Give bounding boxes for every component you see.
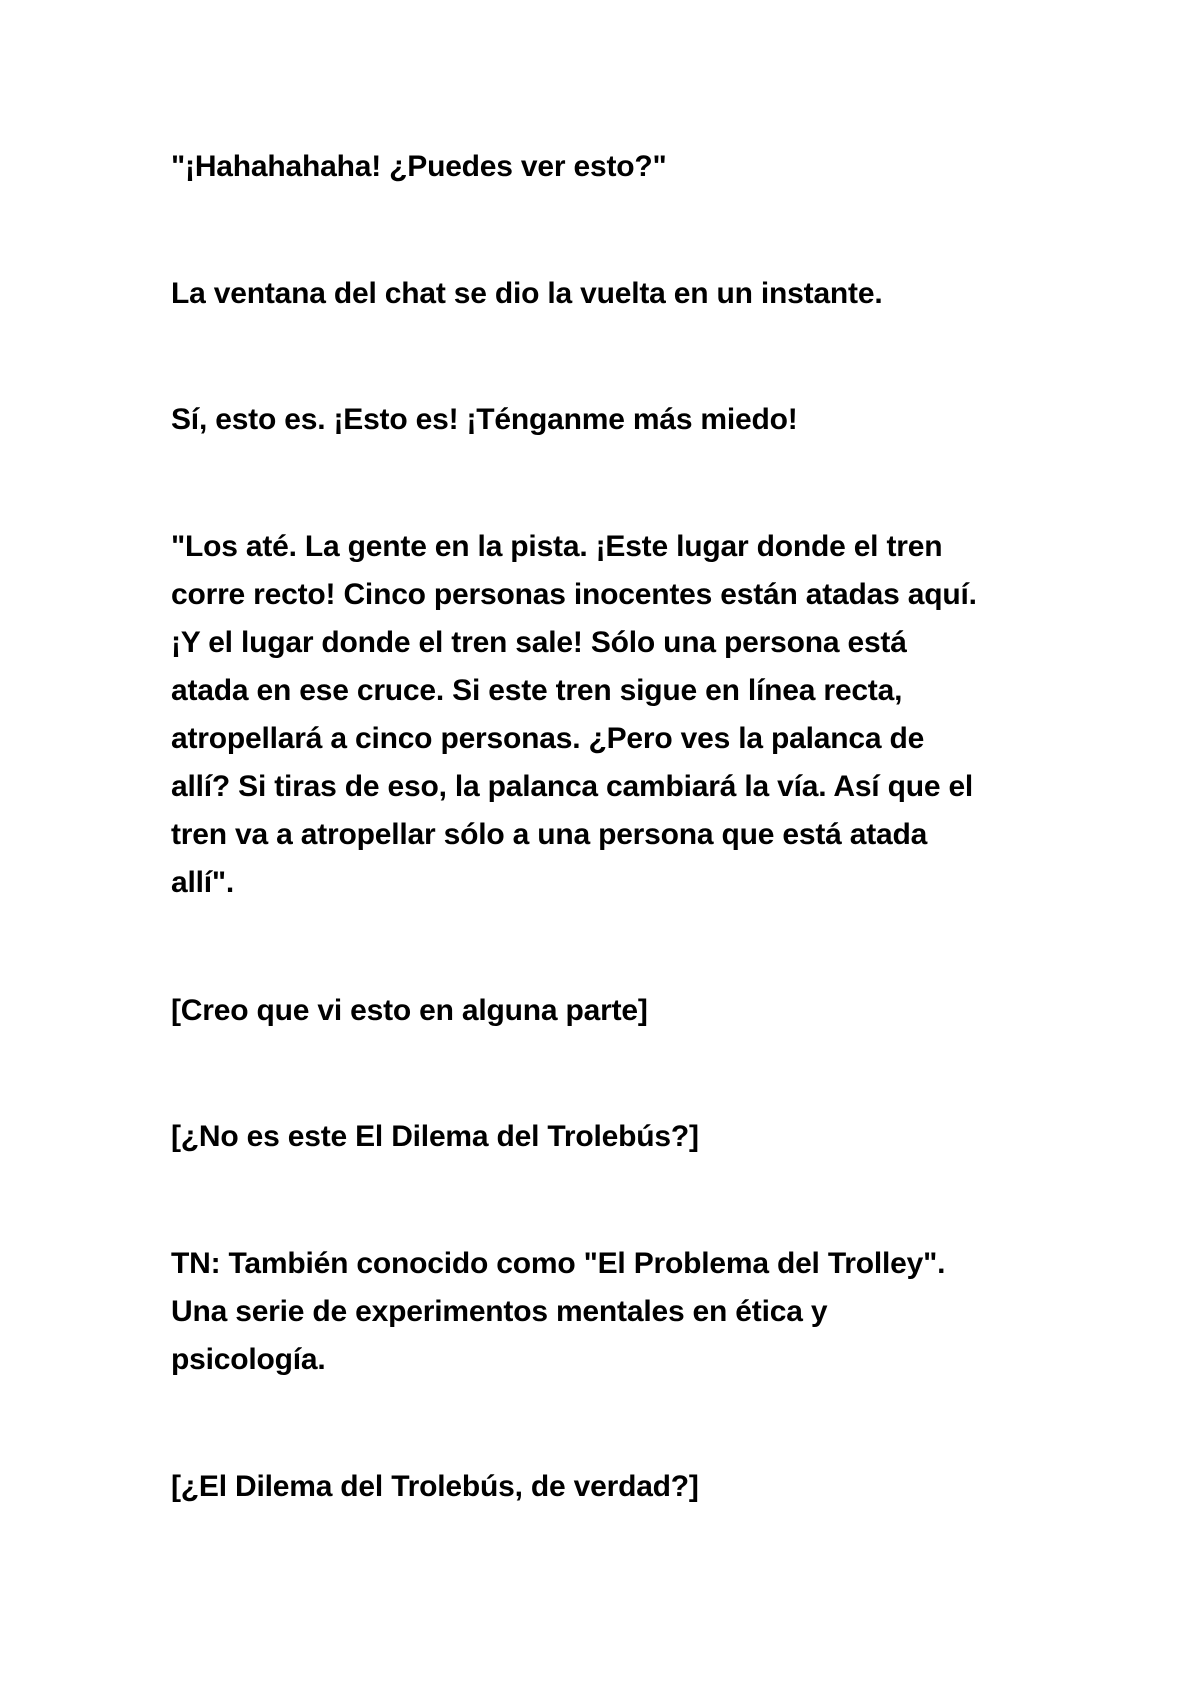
paragraph-trolley-dilemma-question: [¿No es este El Dilema del Trolebús?] xyxy=(171,1120,699,1153)
paragraph-dialogue-laugh: "¡Hahahahaha! ¿Puedes ver esto?" xyxy=(171,150,667,183)
paragraph-fear: Sí, esto es. ¡Esto es! ¡Ténganme más miedo! xyxy=(171,403,798,436)
paragraph-trolley-explanation: "Los até. La gente en la pista. ¡Este lugar donde el tren corre recto! Cinco personas inocentes están atadas aquí. ¡Y el lugar donde el tren sale! Sólo una persona está atada en ese cruce. Si este tren sigue en línea recta, atropellará a cinco personas. ¿Pero ves la palanca de allí? Si tiras de eso, la palanca cambiará la vía. Así que el tren va a atropellar sólo a una persona que está atada allí". xyxy=(171,530,977,899)
paragraph-chat-window: La ventana del chat se dio la vuelta en un instante. xyxy=(171,277,883,310)
paragraph-translator-note: TN: También conocido como "El Problema del Trolley". Una serie de experimentos mentales en ética y psicología. xyxy=(171,1247,946,1376)
paragraph-seen-somewhere: [Creo que vi esto en alguna parte] xyxy=(171,994,648,1027)
paragraph-really-question: [¿El Dilema del Trolebús, de verdad?] xyxy=(171,1470,699,1503)
